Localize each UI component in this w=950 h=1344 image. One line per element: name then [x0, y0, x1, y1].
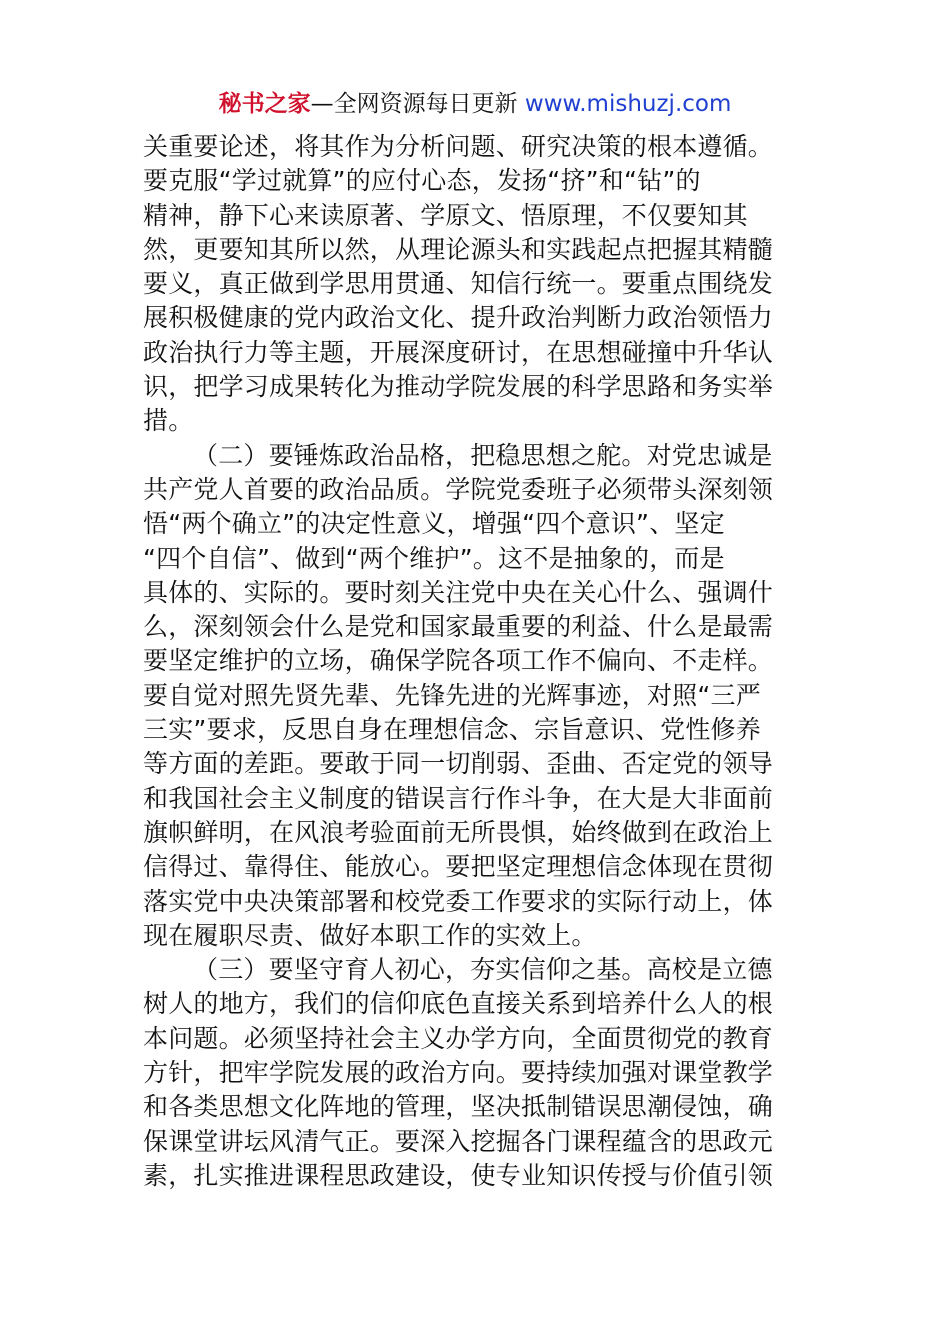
text-line: 政治执行力等主题，开展深度研讨，在思想碰撞中升华认: [143, 337, 774, 367]
text-line: 展积极健康的党内政治文化、提升政治判断力政治领悟力: [143, 303, 774, 333]
text-line: 和各类思想文化阵地的管理，坚决抵制错误思潮侵蚀，确: [143, 1092, 774, 1122]
text-line: 本问题。必须坚持社会主义办学方向，全面贯彻党的教育: [143, 1023, 774, 1053]
text-line: 具体的、实际的。要时刻关注党中央在关心什么、强调什: [143, 577, 774, 607]
text-line: 和我国社会主义制度的错误言行作斗争，在大是大非面前: [143, 783, 774, 813]
site-header: [0, 88, 950, 120]
text-line: 素，扎实推进课程思政建设，使专业知识传授与价值引领: [143, 1160, 774, 1190]
text-line: 信得过、靠得住、能放心。要把坚定理想信念体现在贯彻: [143, 852, 774, 882]
text-line: 要克服“学过就算”的应付心态，发扬“挤”和“钻”的: [143, 166, 701, 196]
text-line: 识，把学习成果转化为推动学院发展的科学思路和务实举: [143, 372, 774, 402]
text-line: 共产党人首要的政治品质。学院党委班子必须带头深刻领: [143, 474, 774, 504]
site-brand: 秘书之家: [218, 91, 311, 117]
text-line: 要自觉对照先贤先辈、先锋先进的光辉事迹，对照“三严: [143, 680, 761, 710]
text-line: 旗帜鲜明，在风浪考验面前无所畏惧，始终做到在政治上: [143, 817, 774, 847]
document-body: [143, 130, 807, 1193]
text-line: 要坚定维护的立场，确保学院各项工作不偏向、不走样。: [143, 646, 774, 676]
text-line: 三实”要求，反思自身在理想信念、宗旨意识、党性修养: [143, 715, 761, 745]
section-three-heading-line: （三）要坚守育人初心，夯实信仰之基。高校是立德: [193, 955, 773, 985]
site-url-link[interactable]: www.mishuzj.com: [524, 91, 732, 117]
text-line: 然，更要知其所以然，从理论源头和实践起点把握其精髓: [143, 234, 774, 264]
text-line: 落实党中央决策部署和校党委工作要求的实际行动上，体: [143, 886, 774, 916]
section-two-heading-line: （二）要锤炼政治品格，把稳思想之舵。对党忠诚是: [193, 440, 773, 470]
text-line: 保课堂讲坛风清气正。要深入挖掘各门课程蕴含的思政元: [143, 1126, 774, 1156]
text-line: 么，深刻领会什么是党和国家最重要的利益、什么是最需: [143, 612, 774, 642]
text-line: 关重要论述，将其作为分析问题、研究决策的根本遵循。: [143, 132, 774, 161]
text-line: 等方面的差距。要敢于同一切削弱、歪曲、否定党的领导: [143, 749, 774, 779]
text-line: 方针，把牢学院发展的政治方向。要持续加强对课堂教学: [143, 1058, 774, 1088]
text-line: 现在履职尽责、做好本职工作的实效上。: [143, 920, 597, 950]
site-tagline: —全网资源每日更新: [310, 91, 525, 117]
text-line: “四个自信”、做到“两个维护”。这不是抽象的，而是: [143, 543, 725, 573]
text-line: 措。: [143, 406, 194, 436]
text-line: 精神，静下心来读原著、学原文、悟原理，不仅要知其: [143, 200, 748, 230]
text-line: 要义，真正做到学思用贯通、知信行统一。要重点围绕发: [143, 269, 774, 299]
text-line: 悟“两个确立”的决定性意义，增强“四个意识”、坚定: [143, 509, 725, 539]
text-line: 树人的地方，我们的信仰底色直接关系到培养什么人的根: [143, 989, 774, 1019]
